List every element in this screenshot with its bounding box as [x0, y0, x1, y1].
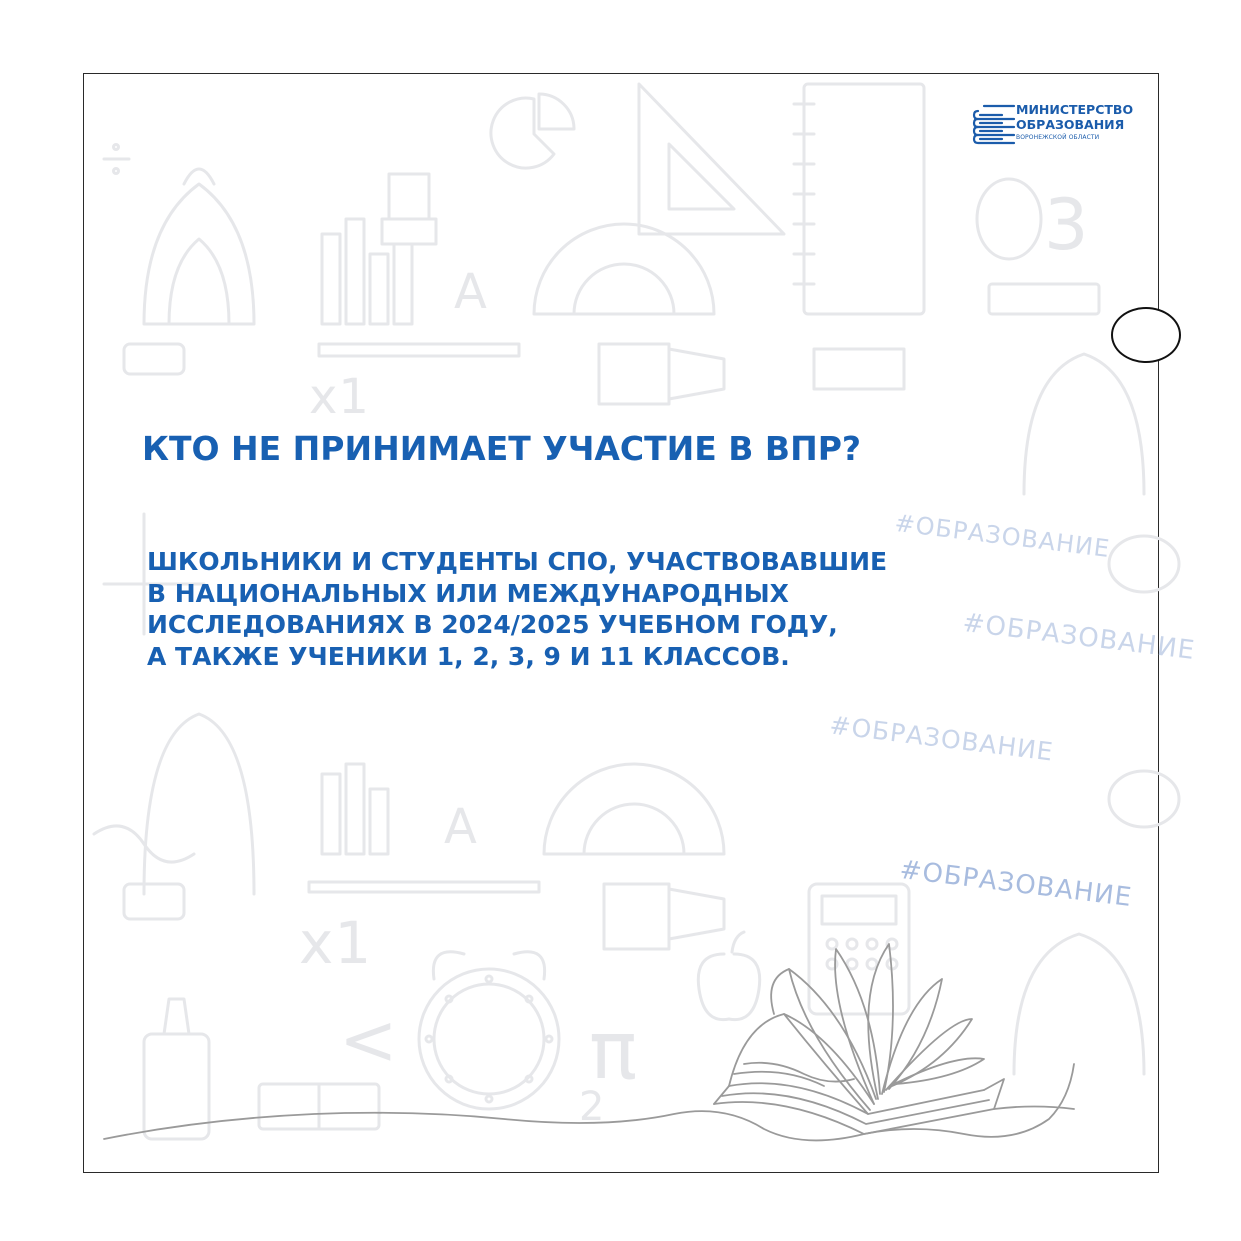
- page-title: КТО НЕ ПРИНИМАЕТ УЧАСТИЕ В ВПР?: [142, 429, 862, 468]
- hashtag-watermark-3: #ОБРАЗОВАНИЕ: [828, 710, 1056, 767]
- ministry-logo-icon: [972, 102, 1016, 152]
- body-line-3: ИССЛЕДОВАНИЯХ В 2024/2025 УЧЕБНОМ ГОДУ,: [147, 610, 838, 639]
- ministry-logo: [972, 102, 1132, 154]
- slide-card: [83, 73, 1197, 1173]
- body-paragraph: [147, 546, 1107, 672]
- punch-hole-icon: [1111, 307, 1181, 363]
- doodle-less-than: <: [339, 999, 399, 1081]
- body-line-1: ШКОЛЬНИКИ И СТУДЕНТЫ СПО, УЧАСТВОВАВШИЕ: [147, 547, 888, 576]
- doodle-digit-2: 2: [579, 1084, 606, 1130]
- doodle-letter-a-lower: А: [444, 799, 478, 855]
- logo-line-2: ОБРАЗОВАНИЯ: [1016, 117, 1125, 132]
- doodle-x1-top: x1: [309, 369, 370, 425]
- doodle-x1-bottom: x1: [299, 909, 373, 977]
- doodle-digit-3: 3: [1044, 184, 1090, 266]
- body-line-2: В НАЦИОНАЛЬНЫХ ИЛИ МЕЖДУНАРОДНЫХ: [147, 578, 789, 608]
- hashtag-watermark-2: #ОБРАЗОВАНИЕ: [961, 607, 1197, 667]
- doodle-letter-a: А: [454, 264, 488, 320]
- logo-line-3: ВОРОНЕЖСКОЙ ОБЛАСТИ: [1016, 134, 1100, 141]
- doodle-pi: π: [589, 1004, 639, 1097]
- hashtag-watermark-4: #ОБРАЗОВАНИЕ: [898, 854, 1134, 914]
- hashtag-watermark-1: #ОБРАЗОВАНИЕ: [893, 508, 1112, 564]
- logo-text: [1016, 102, 1133, 144]
- logo-line-1: МИНИСТЕРСТВО: [1016, 102, 1134, 117]
- body-line-4: А ТАКЖЕ УЧЕНИКИ 1, 2, 3, 9 И 11 КЛАССОВ.: [147, 641, 790, 671]
